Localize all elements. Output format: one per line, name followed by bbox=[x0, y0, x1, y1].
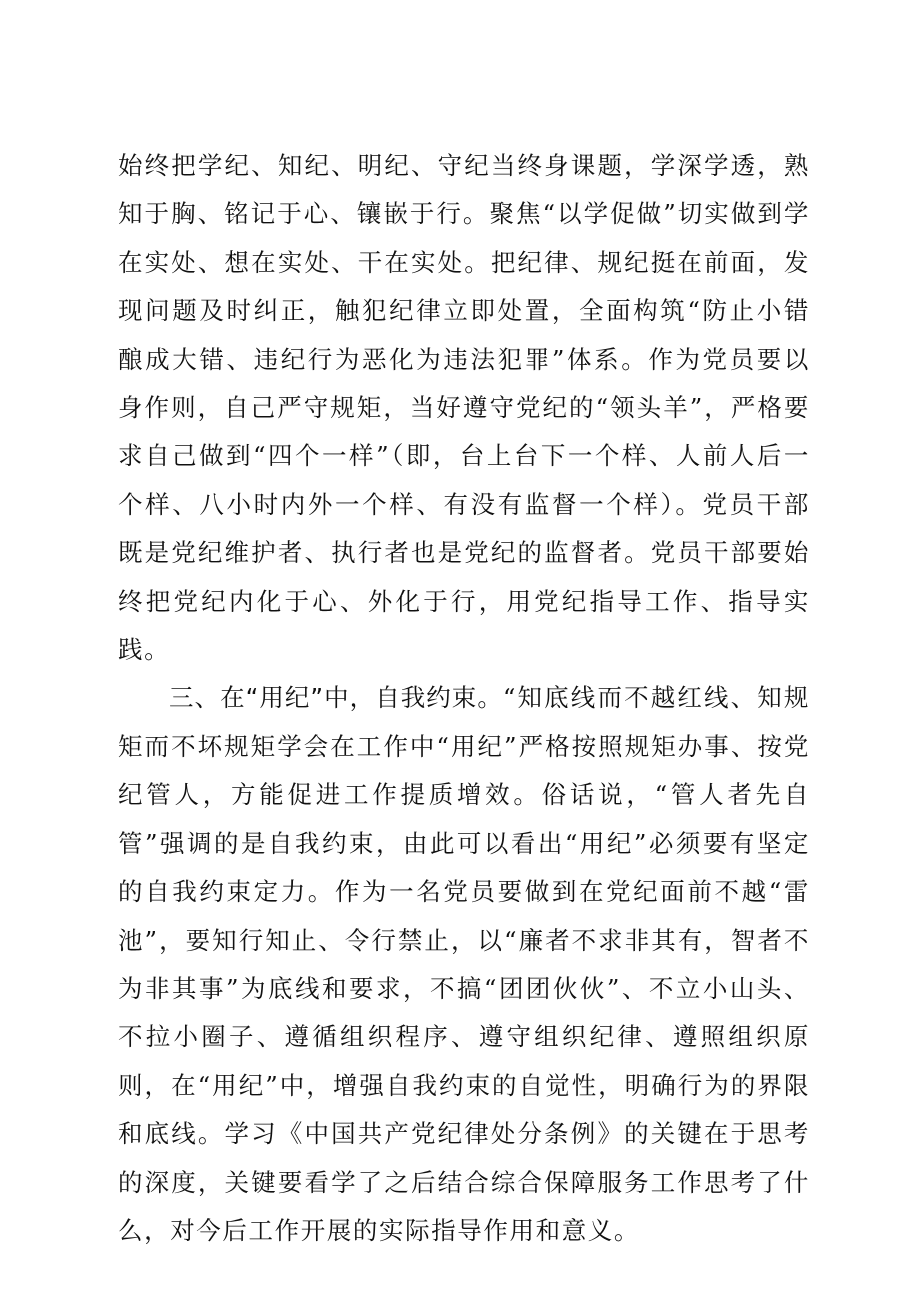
document-body bbox=[118, 142, 810, 1255]
paragraph-1: 始终把学纪、知纪、明纪、守纪当终身课题，学深学透，熟知于胸、铭记于心、镶嵌于行。聚焦“以学促做”切实做到学在实处、想在实处、干在实处。把纪律、规纪挺在前面，发现问题及时纠正，触犯纪律立即处置，全面构筑“防止小错酿成大错、违纪行为恶化为违法犯罪”体系。作为党员要以身作则，自己严守规矩，当好遵守党纪的“领头羊”，严格要求自己做到“四个一样”（即，台上台下一个样、人前人后一个样、八小时内外一个样、有没有监督一个样）。党员干部既是党纪维护者、执行者也是党纪的监督者。党员干部要始终把党纪内化于心、外化于行，用党纪指导工作、指导实践。 bbox=[118, 151, 810, 665]
paragraph-2 bbox=[118, 674, 810, 1255]
section-heading: 三、在“用纪”中，自我约束。 bbox=[169, 683, 503, 713]
paragraph-2-body: “知底线而不越红线、知规矩而不坏规矩学会在工作中“用纪”严格按照规矩办事、按党纪管人，方能促进工作提质增效。俗话说，“管人者先自管”强调的是自我约束，由此可以看出“用纪”必须要有坚定的自我约束定力。作为一名党员要做到在党纪面前不越“雷池”，要知行知止、令行禁止，以“廉者不求非其有，智者不为非其事”为底线和要求，不搞“团团伙伙”、不立小山头、不拉小圈子、遵循组织程序、遵守组织纪律、遵照组织原则，在“用纪”中，增强自我约束的自觉性，明确行为的界限和底线。学习《中国共产党纪律处分条例》的关键在于思考的深度，关键要看学了之后结合综合保障服务工作思考了什么，对今后工作开展的实际指导作用和意义。 bbox=[118, 683, 810, 1245]
